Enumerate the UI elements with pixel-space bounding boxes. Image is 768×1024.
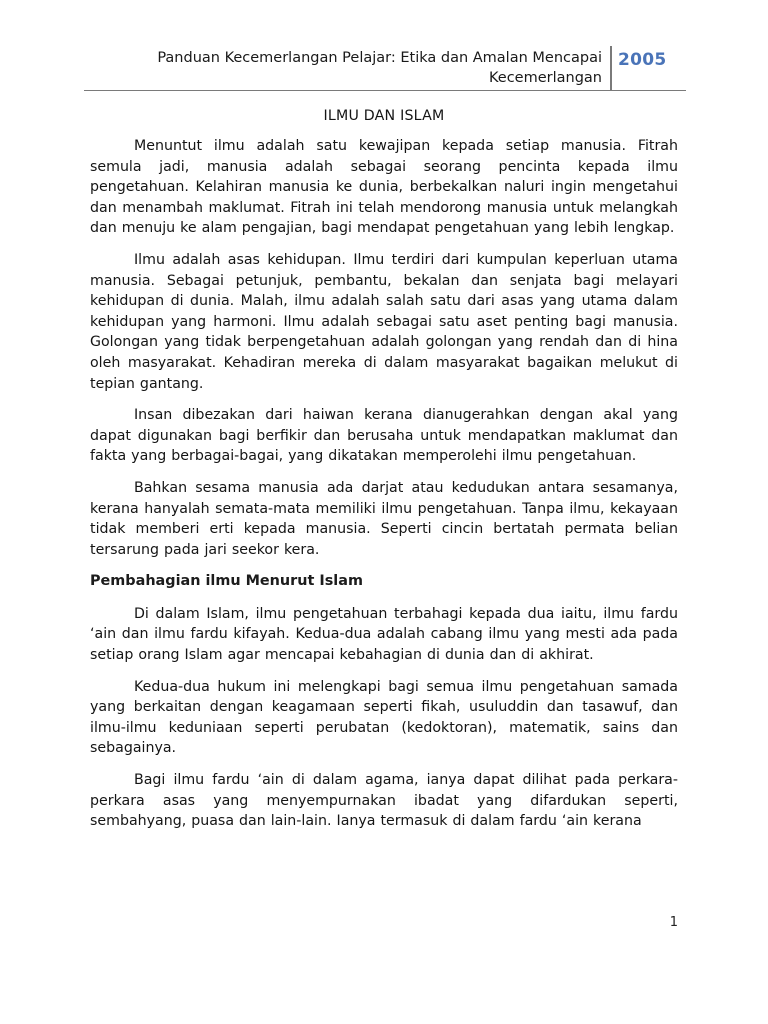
- paragraph: Ilmu adalah asas kehidupan. Ilmu terdiri dari kumpulan keperluan utama manusia. Sebagai petunjuk, pembantu, bekalan dan senjata bagi melayari kehidupan di dunia. Malah, ilmu adalah salah satu dari asas yang utama dalam kehidupan yang harmoni. Ilmu adalah sebagai satu aset penting bagi manusia. Golongan yang tidak berpengetahuan adalah golongan yang rendah dan di hina oleh masyarakat. Kehadiran mereka di dalam masyarakat bagaikan melukut di tepian gantang.: [90, 251, 678, 392]
- paragraph: Di dalam Islam, ilmu pengetahuan terbahagi kepada dua iaitu, ilmu fardu ‘ain dan ilmu fardu kifayah. Kedua-dua adalah cabang ilmu yang mesti ada pada setiap orang Islam agar mencapai kebahagian di dunia dan di akhirat.: [90, 605, 678, 664]
- header-title-line2: Kecemerlangan: [489, 70, 602, 86]
- paragraph: Menuntut ilmu adalah satu kewajipan kepada setiap manusia. Fitrah semula jadi, manusia adalah sebagai seorang pencinta kepada ilmu pengetahuan. Kelahiran manusia ke dunia, berbekalkan naluri ingin mengetahui dan menambah maklumat. Fitrah ini telah mendorong manusia untuk melangkah dan menuju ke alam pengajian, bagi mendapat pengetahuan yang lebih lengkap.: [90, 138, 678, 237]
- paragraph: Bagi ilmu fardu ‘ain di dalam agama, ianya dapat dilihat pada perkara-perkara asas yang menyempurnakan ibadat yang difardukan seperti, sembahyang, puasa dan lain-lain. Ianya termasuk di dalam fardu ‘ain kerana: [90, 772, 678, 830]
- section-heading: Pembahagian ilmu Menurut Islam: [90, 573, 363, 590]
- page-number: 1: [669, 915, 678, 930]
- document-body: [90, 106, 678, 843]
- header-title-line1: Panduan Kecemerlangan Pelajar: Etika dan Amalan Mencapai: [157, 50, 602, 66]
- page-header: [84, 46, 686, 91]
- paragraph: Bahkan sesama manusia ada darjat atau kedudukan antara sesamanya, kerana hanyalah semata-mata memiliki ilmu pengetahuan. Tanpa ilmu, kekayaan tidak memberi erti kepada manusia. Seperti cincin bertatah permata belian tersarung pada jari seekor kera.: [90, 479, 678, 558]
- header-year: 2005: [618, 50, 667, 70]
- header-divider: [610, 46, 612, 90]
- paragraph: Insan dibezakan dari haiwan kerana dianugerahkan dengan akal yang dapat digunakan bagi berfikir dan berusaha untuk mendapatkan maklumat dan fakta yang berbagai-bagai, yang dikatakan memperolehi ilmu pengetahuan.: [90, 407, 678, 465]
- document-title: ILMU DAN ISLAM: [323, 108, 445, 124]
- paragraph: Kedua-dua hukum ini melengkapi bagi semua ilmu pengetahuan samada yang berkaitan dengan keagamaan seperti fikah, usuluddin dan tasawuf, dan ilmu-ilmu keduniaan seperti perubatan (kedoktoran), matematik, sains dan sebagainya.: [90, 678, 678, 757]
- header-title: [82, 48, 602, 88]
